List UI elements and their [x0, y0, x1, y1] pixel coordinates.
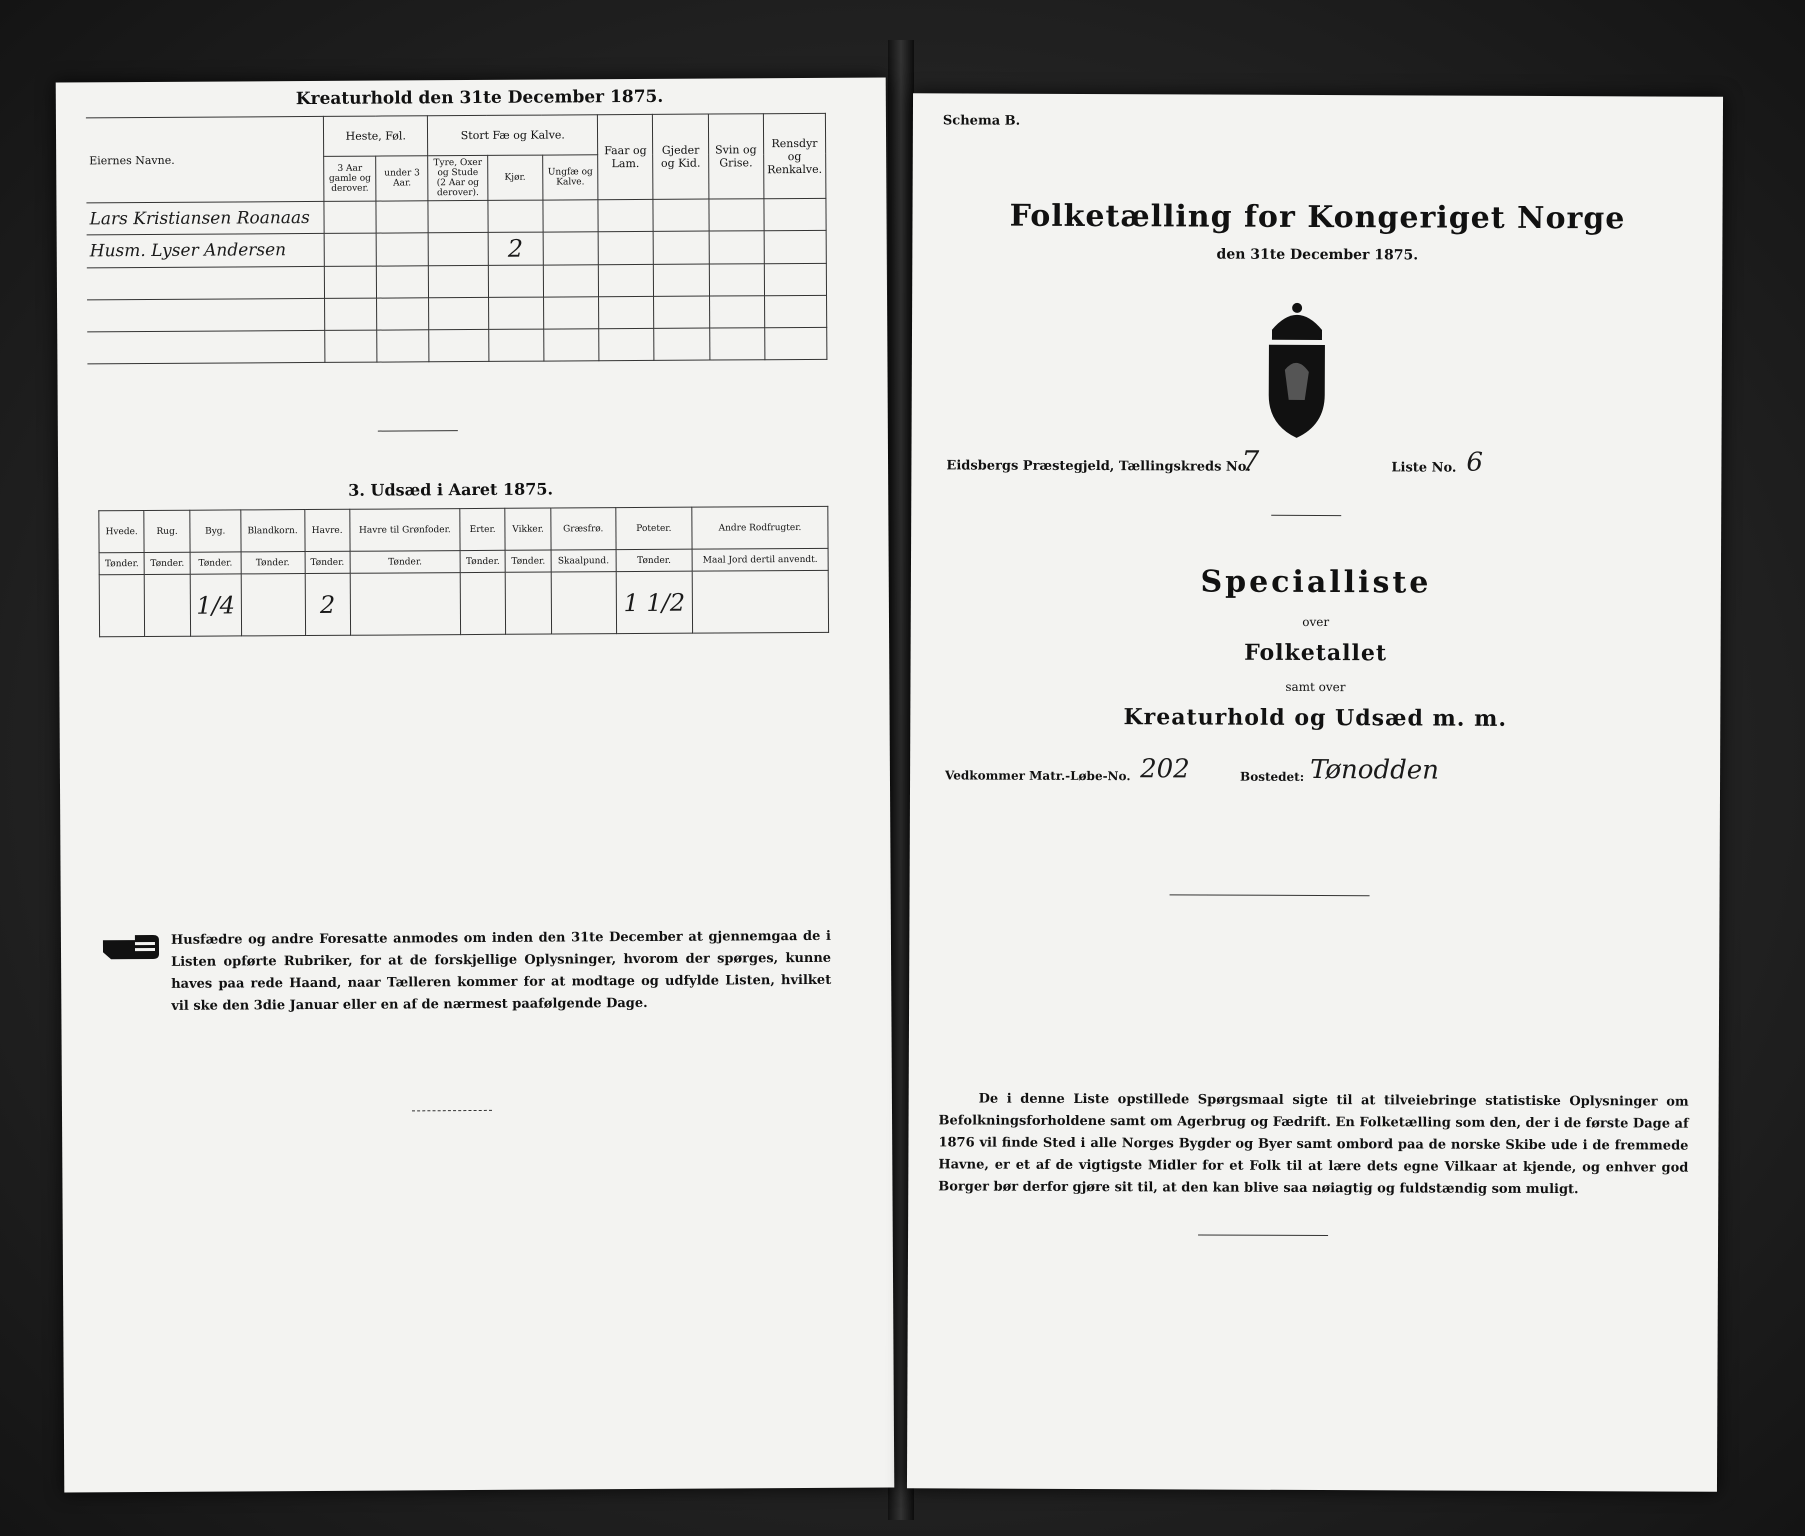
sowing-unit: Tønder. [305, 551, 351, 573]
owner-cell [87, 330, 325, 363]
col-pigs: Svin og Grise. [708, 114, 764, 199]
sowing-value [99, 575, 145, 637]
sowing-value: 1 1/2 [616, 571, 693, 633]
purpose-text: De i denne Liste opstillede Spørgsmaal sigte til at tilveiebringe statistiske Oplysninger om Befolkningsforholdene samt om Agerbrug og Fædrift. En Folketælling som den, der i de første Dage af 1876 vil finde Sted i alle Norges Bygder og Byer samt ombord paa de norske Skibe ude i de fremmede Havne, er et af de vigtigste Midler for et Folk til at lære dets egne Vilkaar at kjende, og enhver god Borger bør derfor gjøre sit til, at den kan blive saa nøiagtig og fuldstændig som muligt. [938, 1091, 1689, 1198]
left-page [56, 77, 895, 1492]
col-horses-old: 3 Aar gamle og derover. [324, 156, 376, 201]
sowing-col: Andre Rodfrugter. [692, 506, 828, 549]
liste-number: 6 [1466, 447, 1484, 478]
sowing-value [145, 574, 191, 636]
sowing-value [692, 570, 828, 633]
sowing-unit: Maal Jord dertil anvendt. [692, 548, 828, 571]
sowing-col: Græsfrø. [551, 508, 616, 550]
col-horses: Heste, Føl. [323, 116, 428, 157]
sowing-unit: Tønder. [350, 551, 460, 574]
specialliste-heading: Specialliste [1200, 564, 1432, 601]
sowing-col: Havre til Grønfoder. [350, 509, 460, 552]
kreds-number: 7 [1241, 444, 1260, 478]
col-sheep: Faar og Lam. [598, 114, 654, 199]
over-text: over [1302, 614, 1330, 630]
sowing-unit: Skaalpund. [551, 550, 616, 572]
census-title: Folketælling for Kongeriget Norge [1009, 198, 1626, 237]
cows-cell: 2 [488, 232, 543, 265]
sowing-col: Poteter. [616, 507, 693, 549]
matr-label: Vedkommer Matr.-Løbe-No. [945, 768, 1131, 784]
right-page [907, 93, 1723, 1492]
col-cows: Kjør. [487, 155, 543, 200]
col-cattle: Stort Fæ og Kalve. [428, 115, 598, 156]
col-reindeer: Rensdyr og Renkalve. [763, 113, 826, 198]
col-horses-young: under 3 Aar. [376, 156, 428, 201]
sowing-col: Erter. [460, 508, 506, 550]
samt-over-text: samt over [1285, 679, 1346, 695]
table-row [87, 263, 827, 300]
table-row [87, 230, 827, 268]
sowing-value [460, 572, 506, 634]
col-bulls: Tyre, Oxer og Stude (2 Aar og derover). [428, 155, 488, 200]
table-row [86, 198, 826, 235]
sowing-col: Byg. [190, 510, 241, 552]
col-young-cattle: Ungfæ og Kalve. [543, 155, 599, 200]
divider [1198, 1234, 1328, 1236]
sowing-table [98, 506, 829, 637]
sowing-col: Havre. [304, 509, 350, 551]
sowing-unit: Tønder. [99, 553, 145, 575]
divider [412, 1110, 492, 1111]
kreaturhold-heading: Kreaturhold og Udsæd m. m. [1123, 704, 1508, 732]
sowing-value [551, 572, 616, 634]
col-owner: Eiernes Navne. [86, 116, 324, 202]
sowing-unit: Tønder. [460, 550, 506, 572]
sowing-unit: Tønder. [241, 552, 305, 574]
folketallet-heading: Folketallet [1244, 639, 1388, 667]
bosted-label: Bostedet: [1240, 769, 1305, 784]
sowing-value: 1/4 [190, 574, 241, 636]
coat-of-arms-icon [1257, 300, 1338, 440]
table-row [87, 327, 827, 364]
sowing-unit: Tønder. [506, 550, 552, 572]
divider [378, 430, 458, 431]
census-date: den 31te December 1875. [1216, 246, 1419, 264]
bosted-value: Tønodden [1310, 754, 1439, 786]
sowing-value: 2 [305, 573, 351, 635]
owner-cell: Husm. Lyser Andersen [87, 233, 325, 267]
livestock-title: Kreaturhold den 31te December 1875. [295, 86, 664, 110]
sowing-value [241, 574, 305, 636]
sowing-unit: Tønder. [145, 552, 191, 574]
sowing-unit: Tønder. [616, 549, 692, 571]
sowing-value [506, 572, 552, 634]
cows-cell [488, 200, 543, 232]
liste-label: Liste No. [1391, 460, 1457, 476]
sowing-col: Vikker. [505, 508, 551, 550]
sowing-value [350, 573, 460, 636]
sowing-unit: Tønder. [190, 552, 241, 574]
owner-cell [87, 266, 325, 299]
sowing-values-row [99, 570, 828, 636]
sowing-col: Rug. [144, 510, 190, 552]
schema-label: Schema B. [942, 113, 1021, 129]
divider [1170, 894, 1370, 896]
owner-cell [87, 298, 325, 331]
table-row [87, 295, 827, 332]
owner-cell: Lars Kristiansen Roanaas [86, 201, 324, 234]
sowing-title: 3. Udsæd i Aaret 1875. [348, 479, 554, 500]
notice-text: Husfædre og andre Foresatte anmodes om inden den 31te December at gjennemgaa de i Listen opførte Rubriker, for at de forskjellige Oplysninger, hvorom der spørges, kunne haves paa rede Haand, naar Tælleren kommer for at modtage og udfylde Listen, hvilket vil ske den 3die Januar eller en af de nærmest paafølgende Dage. [170, 928, 832, 1014]
pointing-hand-icon [101, 932, 161, 962]
sowing-col: Blandkorn. [241, 510, 305, 552]
matr-number: 202 [1140, 754, 1190, 785]
col-goats: Gjeder og Kid. [653, 114, 709, 199]
sowing-col: Hvede. [99, 511, 145, 553]
divider [1271, 515, 1341, 516]
parish-label: Eidsbergs Præstegjeld, Tællingskreds No. [946, 458, 1251, 475]
livestock-table [86, 113, 827, 365]
